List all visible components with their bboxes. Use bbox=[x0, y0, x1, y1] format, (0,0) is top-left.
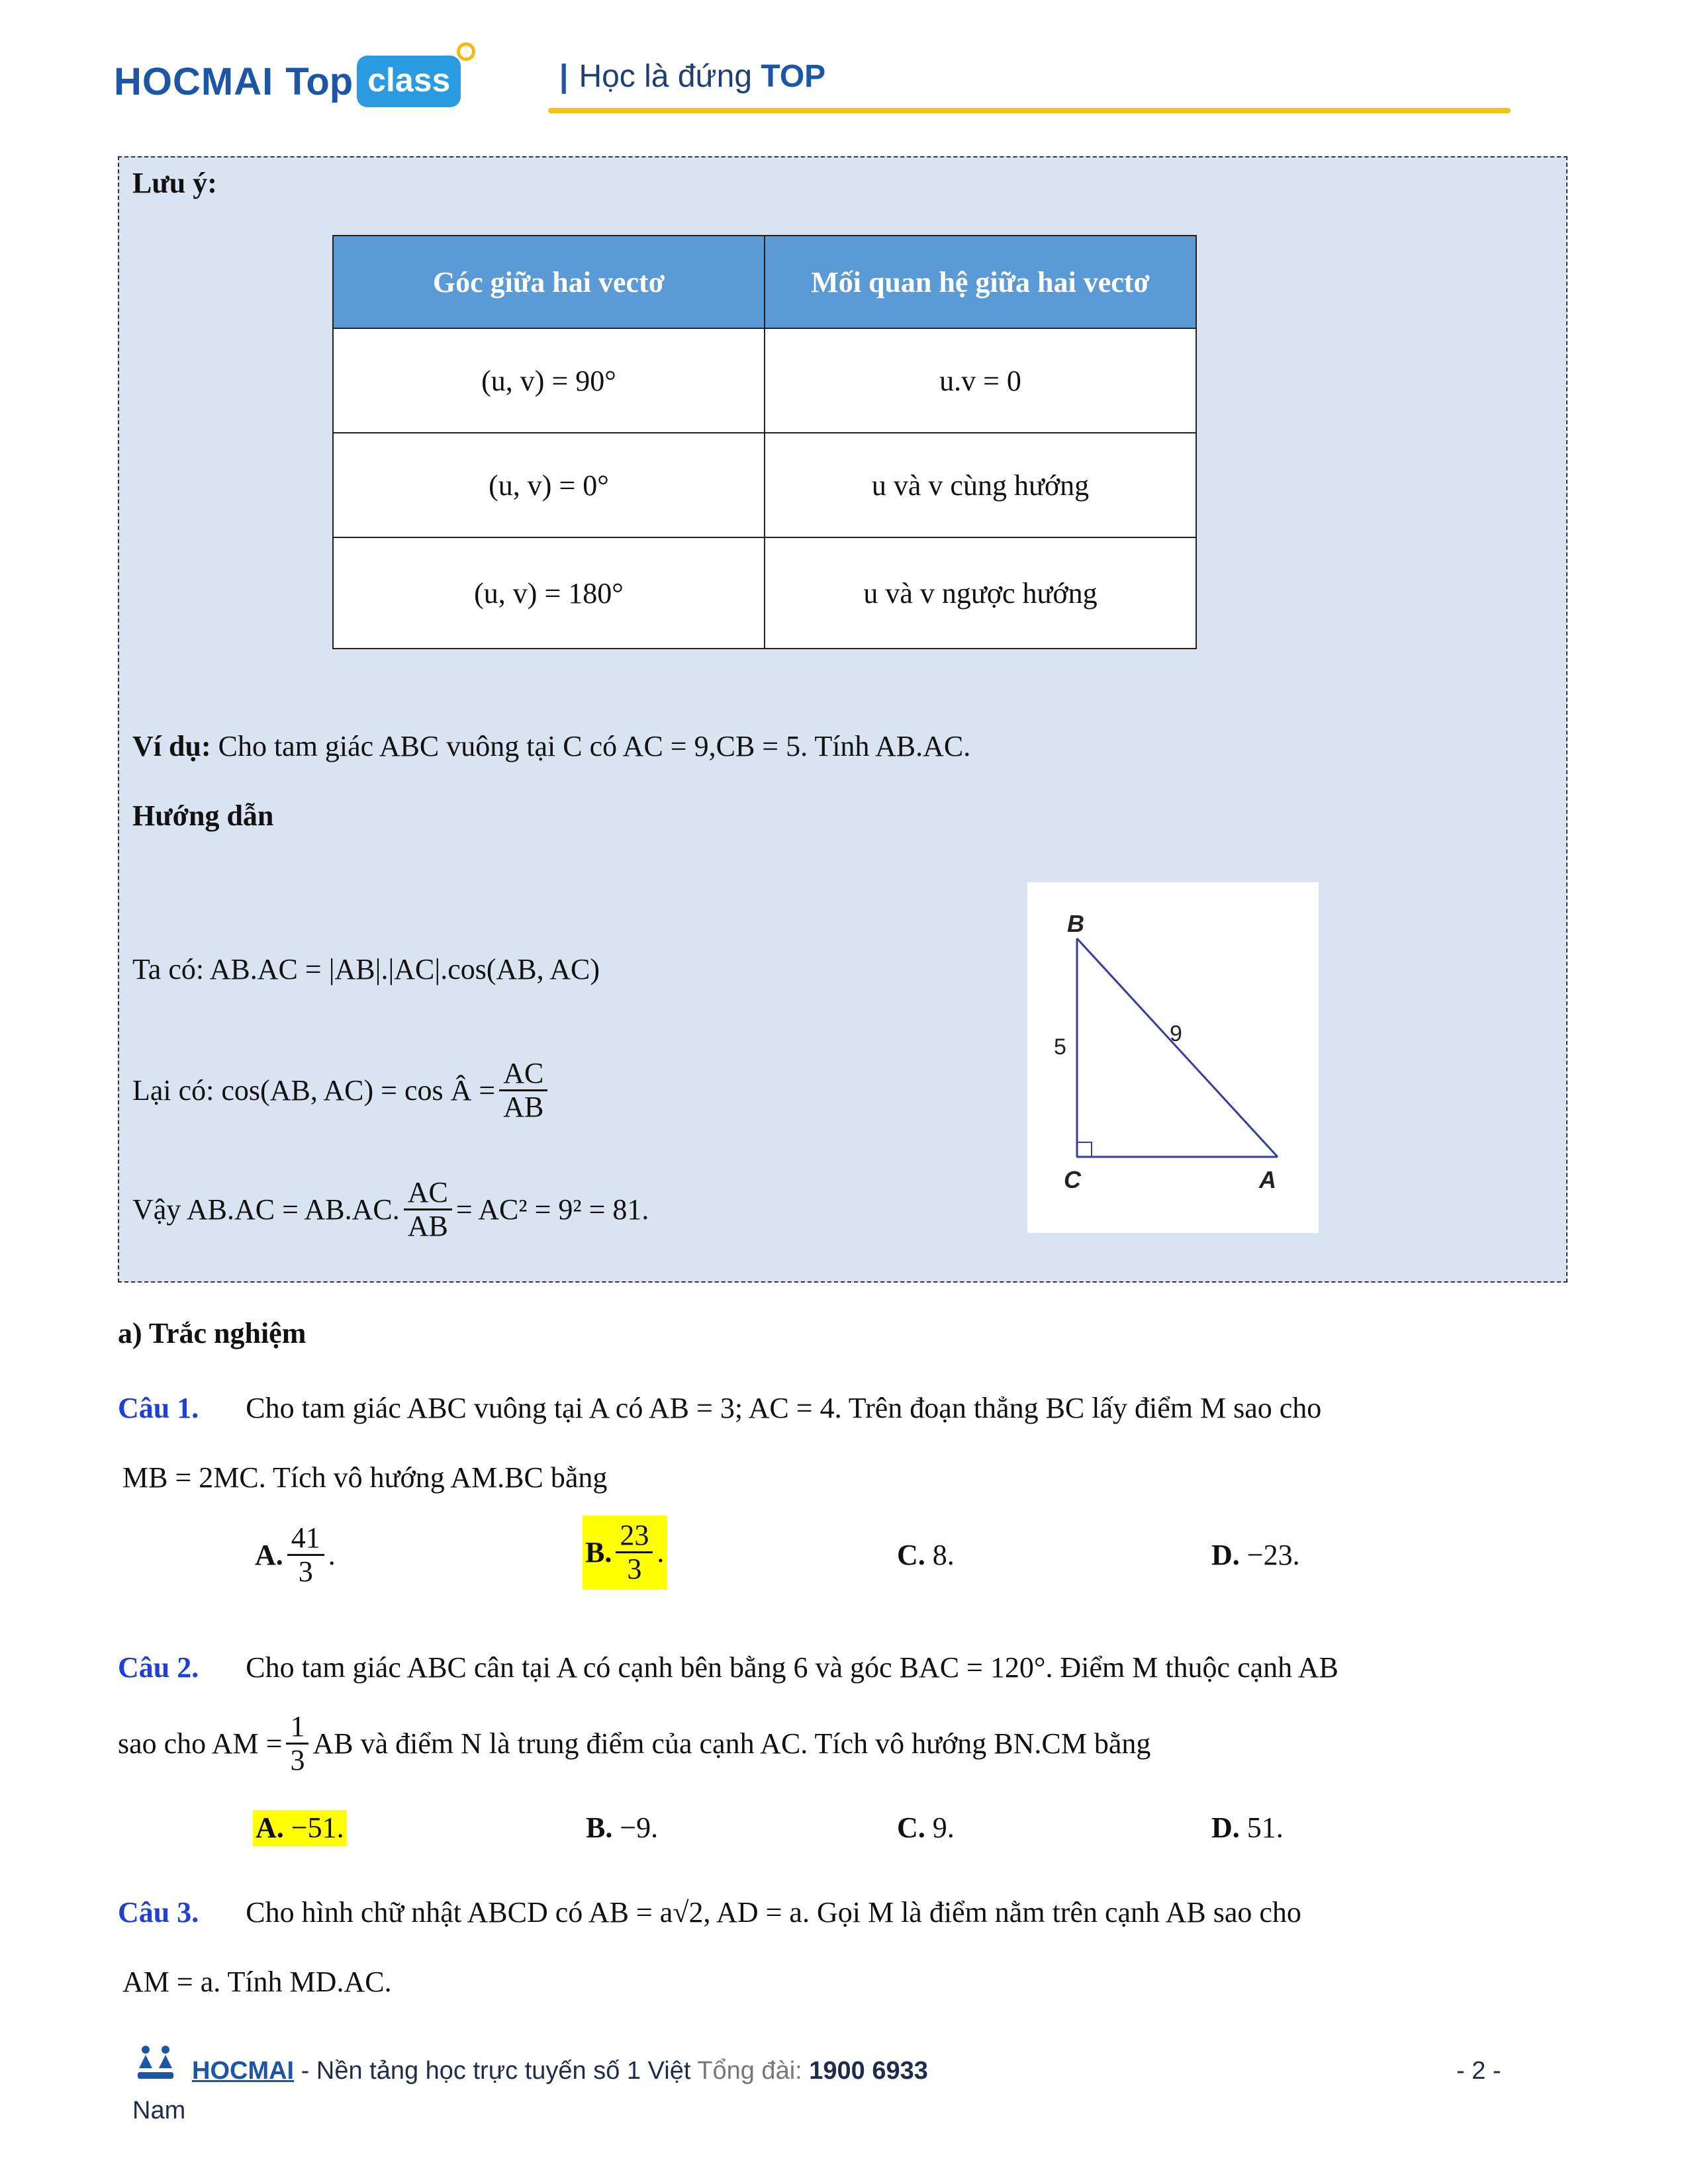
example-line bbox=[132, 730, 970, 764]
option-a[interactable] bbox=[255, 1522, 336, 1588]
question-label: Câu 3. bbox=[118, 1896, 199, 1929]
footer-text bbox=[192, 2057, 928, 2085]
table-row bbox=[333, 433, 1196, 537]
option-value: −9. bbox=[620, 1811, 659, 1844]
question-1 bbox=[118, 1392, 1321, 1426]
footer-brand-link[interactable]: HOCMAI bbox=[192, 2057, 295, 2085]
table-cell-angle: (u, v) = 90° bbox=[333, 328, 765, 433]
question-label: Câu 2. bbox=[118, 1651, 199, 1684]
table-header-relation: Mối quan hệ giữa hai vectơ bbox=[765, 236, 1196, 328]
option-a-correct[interactable] bbox=[253, 1810, 347, 1846]
section-title: a) Trắc nghiệm bbox=[118, 1317, 306, 1349]
option-value: 51. bbox=[1246, 1811, 1284, 1844]
hocmai-topclass-logo bbox=[114, 52, 461, 111]
fraction-denominator: AB bbox=[407, 1210, 448, 1243]
question-2 bbox=[118, 1651, 1338, 1685]
logo-hocmai: HOCMAI bbox=[114, 60, 274, 103]
table-cell-angle: (u, v) = 0° bbox=[333, 433, 765, 537]
option-c[interactable] bbox=[897, 1539, 955, 1572]
footer-hotline-label: Tổng đài: bbox=[697, 2057, 802, 2085]
people-icon bbox=[132, 2042, 179, 2088]
question-label: Câu 1. bbox=[118, 1392, 199, 1424]
question-3-line-2: AM = a. Tính MD.AC. bbox=[122, 1966, 392, 1998]
solution-line-3 bbox=[132, 1177, 649, 1243]
sun-icon bbox=[457, 42, 475, 61]
logo-top: Top bbox=[285, 60, 353, 103]
option-b[interactable] bbox=[586, 1811, 658, 1845]
triangle-svg bbox=[1027, 882, 1319, 1233]
option-letter: A. bbox=[255, 1538, 283, 1571]
option-d[interactable] bbox=[1211, 1811, 1284, 1845]
option-value: 9. bbox=[932, 1811, 955, 1844]
vertex-a-label: A bbox=[1259, 1166, 1276, 1193]
triangle-figure bbox=[1027, 882, 1319, 1233]
fraction-numerator: 1 bbox=[286, 1711, 308, 1745]
vertex-b-label: B bbox=[1067, 910, 1084, 937]
option-letter: C. bbox=[897, 1539, 925, 1571]
example-text: Cho tam giác ABC vuông tại C có AC = 9,CB = 5. Tính AB.AC. bbox=[218, 730, 971, 762]
page-number: - 2 - bbox=[1456, 2057, 1501, 2085]
option-letter: D. bbox=[1211, 1811, 1240, 1844]
option-tail: . bbox=[328, 1538, 336, 1571]
slogan-bar: | bbox=[559, 59, 569, 94]
question-text: sao cho AM = bbox=[118, 1727, 283, 1760]
fraction-denominator: 3 bbox=[290, 1744, 305, 1777]
option-b-correct[interactable] bbox=[583, 1516, 667, 1590]
option-value: −23. bbox=[1246, 1539, 1300, 1571]
option-value: −51. bbox=[291, 1811, 344, 1844]
fraction-denominator: 3 bbox=[298, 1555, 313, 1588]
table-cell-relation: u và v ngược hướng bbox=[765, 537, 1196, 649]
question-3 bbox=[118, 1896, 1301, 1930]
solution-line-3-result: = AC² = 9² = 81. bbox=[455, 1193, 649, 1226]
option-c[interactable] bbox=[897, 1811, 955, 1845]
question-1-line-2: MB = 2MC. Tích vô hướng AM.BC bằng bbox=[122, 1461, 608, 1494]
fraction-denominator: 3 bbox=[627, 1553, 642, 1586]
fraction-numerator: 41 bbox=[287, 1522, 324, 1556]
solution-line-2-text: Lại có: cos(AB, AC) = cos Â = bbox=[132, 1073, 496, 1107]
fraction bbox=[404, 1177, 452, 1243]
solution-line-1: Ta có: AB.AC = |AB|.|AC|.cos(AB, AC) bbox=[132, 953, 600, 985]
fraction bbox=[286, 1711, 308, 1777]
option-letter: B. bbox=[586, 1811, 613, 1844]
question-text: Cho hình chữ nhật ABCD có AB = a√2, AD = a. Gọi M là điểm nằm trên cạnh AB sao cho bbox=[246, 1896, 1301, 1929]
footer-nam: Nam bbox=[132, 2097, 186, 2124]
side-bc-label: 5 bbox=[1054, 1034, 1066, 1060]
option-letter: B. bbox=[585, 1535, 612, 1569]
table-cell-relation: u và v cùng hướng bbox=[765, 433, 1196, 537]
table-row bbox=[333, 328, 1196, 433]
fraction bbox=[499, 1058, 547, 1124]
question-text: AB và điểm N là trung điểm của cạnh AC. Tích vô hướng BN.CM bằng bbox=[312, 1727, 1151, 1760]
question-text: Cho tam giác ABC cân tại A có cạnh bên bằng 6 và góc BAC = 120°. Điểm M thuộc cạnh AB bbox=[246, 1651, 1338, 1684]
question-text: Cho tam giác ABC vuông tại A có AB = 3; AC = 4. Trên đoạn thẳng BC lấy điểm M sao cho bbox=[246, 1392, 1322, 1424]
fraction-denominator: AB bbox=[503, 1091, 544, 1124]
fraction-numerator: AC bbox=[499, 1058, 547, 1091]
table-cell-relation: u.v = 0 bbox=[765, 328, 1196, 433]
hocmai-footer-icon bbox=[132, 2042, 179, 2088]
solution-line-3-text: Vậy AB.AC = AB.AC. bbox=[132, 1193, 400, 1226]
table-header-angle: Góc giữa hai vectơ bbox=[333, 236, 765, 328]
option-d[interactable] bbox=[1211, 1539, 1300, 1572]
right-angle-mark bbox=[1077, 1142, 1092, 1157]
logo-class-text: class bbox=[367, 62, 451, 99]
slogan bbox=[559, 58, 825, 95]
option-letter: A. bbox=[256, 1811, 284, 1844]
slogan-top: TOP bbox=[761, 59, 826, 94]
fraction bbox=[616, 1520, 653, 1586]
footer-hotline: 1900 6933 bbox=[809, 2057, 928, 2085]
option-letter: D. bbox=[1211, 1539, 1240, 1571]
example-label: Ví dụ: bbox=[132, 730, 211, 762]
fraction-numerator: 23 bbox=[616, 1520, 653, 1553]
option-value: 8. bbox=[932, 1539, 955, 1571]
fraction bbox=[287, 1522, 324, 1588]
header-divider bbox=[548, 108, 1511, 113]
fraction-numerator: AC bbox=[404, 1177, 452, 1210]
question-2-line-2 bbox=[118, 1711, 1150, 1777]
option-letter: C. bbox=[897, 1811, 925, 1844]
slogan-text: Học là đứng bbox=[579, 59, 753, 94]
logo-class-badge bbox=[357, 56, 461, 107]
solution-line-2 bbox=[132, 1058, 551, 1124]
footer-tagline: - Nền tảng học trực tuyến số 1 Việt bbox=[294, 2057, 698, 2085]
side-ab bbox=[1077, 938, 1278, 1157]
vertex-c-label: C bbox=[1064, 1166, 1081, 1193]
table-row bbox=[333, 537, 1196, 649]
table-header-row bbox=[333, 236, 1196, 328]
option-tail: . bbox=[657, 1535, 665, 1569]
guide-label: Hướng dẫn bbox=[132, 799, 274, 832]
table-cell-angle: (u, v) = 180° bbox=[333, 537, 765, 649]
side-ab-label: 9 bbox=[1170, 1021, 1182, 1046]
vector-angle-table bbox=[332, 235, 1197, 649]
note-title: Lưu ý: bbox=[132, 167, 217, 199]
